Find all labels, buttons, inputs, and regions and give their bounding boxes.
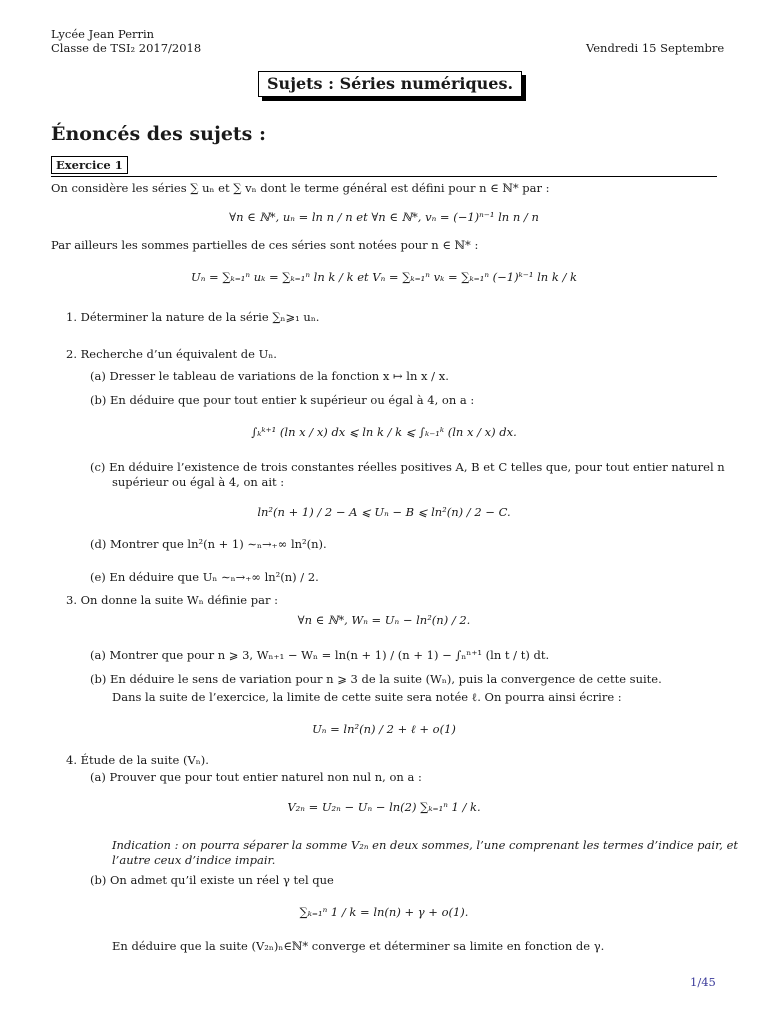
- log-square-inequality: ln²(n + 1) / 2 − A ⩽ Uₙ − B ⩽ ln²(n) / 2 − C.: [257, 505, 511, 519]
- Un-expansion: Uₙ = ln²(n) / 2 + ℓ + o(1): [312, 722, 456, 736]
- def-Wn: ∀n ∈ ℕ*, Wₙ = Uₙ − ln²(n) / 2.: [297, 613, 471, 627]
- def-Un-Vn: Uₙ = ∑ₖ₌₁ⁿ uₖ = ∑ₖ₌₁ⁿ ln k / k et Vₙ = ∑ₖ₌₁ⁿ vₖ = ∑ₖ₌₁ⁿ (−1)ᵏ⁻¹ ln k / k: [191, 270, 577, 284]
- hint-line-2: l’autre ceux d’indice impair.: [112, 853, 276, 867]
- page-title: Sujets : Séries numériques.: [258, 71, 522, 97]
- header-date: Vendredi 15 Septembre: [586, 41, 725, 55]
- question-3b-note: Dans la suite de l’exercice, la limite de cette suite sera notée ℓ. On pourra ainsi écrire :: [112, 690, 622, 704]
- class-year: Classe de TSI₂ 2017/2018: [51, 41, 202, 55]
- question-2b: (b) En déduire que pour tout entier k supérieur ou égal à 4, on a :: [90, 393, 475, 407]
- question-3b: (b) En déduire le sens de variation pour n ⩾ 3 de la suite (Wₙ), puis la convergence de cette suite.: [90, 672, 662, 686]
- question-4b: (b) On admet qu’il existe un réel γ tel que: [90, 873, 334, 887]
- question-2: 2. Recherche d’un équivalent de Uₙ.: [66, 347, 277, 361]
- question-2e: (e) En déduire que Uₙ ∼ₙ→₊∞ ln²(n) / 2.: [90, 570, 319, 584]
- integral-inequality: ∫ₖᵏ⁺¹ (ln x / x) dx ⩽ ln k / k ⩽ ∫ₖ₋₁ᵏ (ln x / x) dx.: [251, 425, 517, 439]
- partial-sums-intro: Par ailleurs les sommes partielles de ces séries sont notées pour n ∈ ℕ* :: [51, 238, 479, 252]
- question-2c-cont: supérieur ou égal à 4, on ait :: [112, 475, 285, 489]
- harmonic-expansion: ∑ₖ₌₁ⁿ 1 / k = ln(n) + γ + o(1).: [299, 905, 469, 919]
- V2n-identity: V₂ₙ = U₂ₙ − Uₙ − ln(2) ∑ₖ₌₁ⁿ 1 / k.: [287, 800, 481, 814]
- question-4a: (a) Prouver que pour tout entier naturel non nul n, on a :: [90, 770, 422, 784]
- question-2d: (d) Montrer que ln²(n + 1) ∼ₙ→₊∞ ln²(n).: [90, 537, 327, 551]
- question-2c: (c) En déduire l’existence de trois constantes réelles positives A, B et C telles que, pour tout entier naturel n: [90, 460, 725, 474]
- question-2a: (a) Dresser le tableau de variations de la fonction x ↦ ln x / x.: [90, 369, 449, 383]
- question-1: 1. Déterminer la nature de la série ∑ₙ⩾₁ uₙ.: [66, 310, 320, 324]
- page-number[interactable]: 1/45: [690, 975, 716, 989]
- question-3a: (a) Montrer que pour n ⩾ 3, Wₙ₊₁ − Wₙ = ln(n + 1) / (n + 1) − ∫ₙⁿ⁺¹ (ln t / t) dt.: [90, 648, 550, 662]
- def-un-vn: ∀n ∈ ℕ*, uₙ = ln n / n et ∀n ∈ ℕ*, vₙ = (−1)ⁿ⁻¹ ln n / n: [229, 210, 539, 224]
- question-3: 3. On donne la suite Wₙ définie par :: [66, 593, 279, 607]
- exercise-rule: [51, 176, 717, 177]
- section-heading: Énoncés des sujets :: [51, 123, 267, 145]
- hint-line-1: Indication : on pourra séparer la somme V₂ₙ en deux sommes, l’une comprenant les termes d’indice pair, et: [112, 838, 739, 852]
- intro-line: On considère les séries ∑ uₙ et ∑ vₙ dont le terme général est défini pour n ∈ ℕ* par :: [51, 181, 550, 195]
- school-name: Lycée Jean Perrin: [51, 27, 155, 41]
- question-4b-final: En déduire que la suite (V₂ₙ)ₙ∈ℕ* converge et déterminer sa limite en fonction de γ.: [112, 939, 605, 953]
- question-4: 4. Étude de la suite (Vₙ).: [66, 753, 209, 767]
- exercise-label: Exercice 1: [51, 156, 128, 174]
